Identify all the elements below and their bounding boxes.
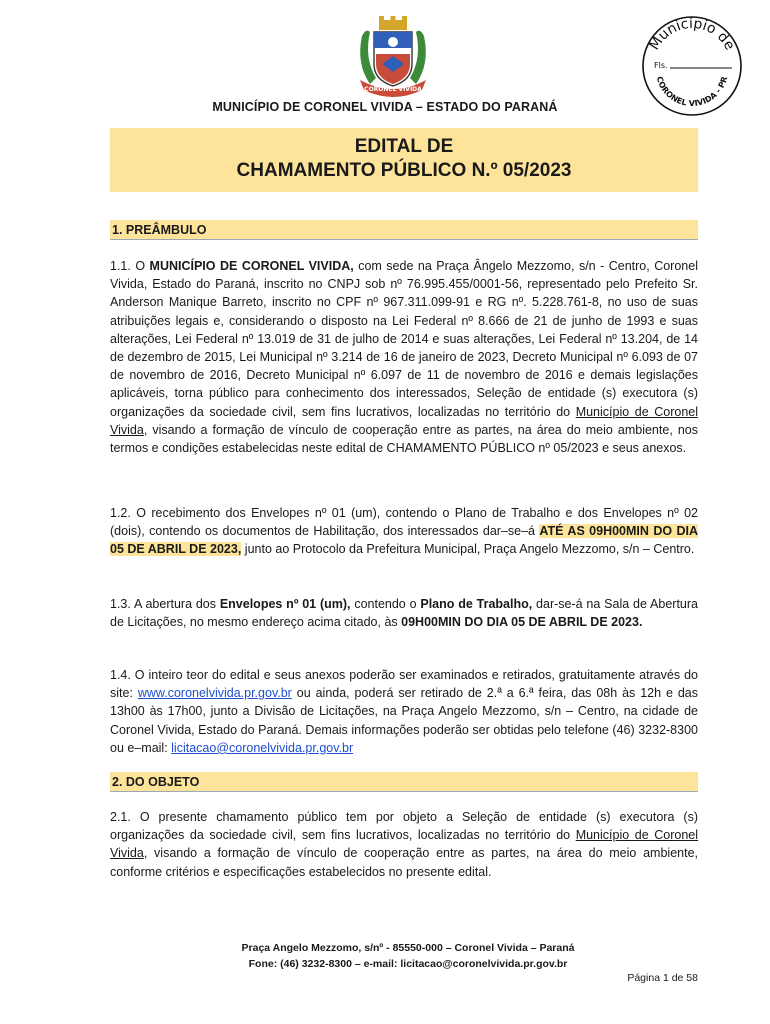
stamp-bottom-text: CORONEL VIVIDA - PR	[654, 75, 730, 109]
paragraph-1-3: 1.3. A abertura dos Envelopes nº 01 (um), contendo o Plano de Trabalho, dar-se-á na Sala de Abertura de Licitações, no mesmo endereço acima citado, às 09H00MIN DO DIA 05 DE ABRIL DE 2023.	[110, 597, 698, 630]
stamp-fls-label: Fls.	[654, 61, 668, 70]
website-link[interactable]: www.coronelvivida.pr.gov.br	[137, 686, 292, 701]
document-title	[110, 128, 698, 192]
footer-contact: Fone: (46) 3232-8300 – e-mail: licitacao@coronelvivida.pr.gov.br	[248, 958, 568, 970]
municipality-header: MUNICÍPIO DE CORONEL VIVIDA – ESTADO DO PARANÁ	[212, 100, 558, 114]
footer-address: Praça Angelo Mezzomo, s/nº - 85550-000 – Coronel Vivida – Paraná	[241, 942, 575, 954]
svg-text:Município de	[646, 16, 737, 53]
paragraph-1-4: 1.4. O inteiro teor do edital e seus anexos poderão ser examinados e retirados, gratuitamente através do site: www.coronelvivida.pr.gov.br ou ainda, poderá ser retirado de 2.ª a 6.ª feira, das 08h às 12h e das 13h00 às 17h00, junto a Divisão de Licitações, na Praça Angelo Mezzomo, s/n – Centro, na cidade de Coronel Vivida, Estado do Paraná. Demais informações poderão ser obtidas pelo telefone (46) 3232-8300 ou e–mail: licitacao@coronelvivida.pr.gov.br	[110, 668, 698, 755]
section-heading-preambulo: 1. PREÂMBULO	[110, 220, 698, 240]
coat-of-arms-icon	[352, 14, 434, 100]
page-footer	[0, 940, 770, 972]
paragraph-2-1: 2.1. O presente chamamento público tem por objeto a Seleção de entidade (s) executora (s) organizações da sociedade civil, sem fins lucrativos, localizadas no território do Município de Coronel Vivida, visando a formação de vínculo de cooperação entre as partes, na área do meio ambiente, conforme critérios e especificações estabelecidos no presente edital.	[110, 810, 699, 879]
stamp-top-text: Município de	[646, 15, 738, 54]
email-link[interactable]: licitacao@coronelvivida.pr.gov.br	[171, 740, 354, 755]
paragraph-1-2: 1.2. O recebimento dos Envelopes nº 01 (um), contendo o Plano de Trabalho e dos Envelopes nº 02 (dois), contendo os documentos de Habilitação, dos interessados dar–se–á ATÉ AS 09H00MIN DO DIA 05 DE ABRIL DE 2023, junto ao Protocolo da Prefeitura Municipal, Praça Angelo Mezzomo, s/n – Centro.	[110, 506, 698, 557]
title-line-2: CHAMAMENTO PÚBLICO N.º 05/2023	[236, 160, 572, 181]
crest-ribbon-text: CORONEL VIVIDA	[364, 86, 422, 93]
page-number: Página 1 de 58	[627, 972, 698, 984]
title-line-1: EDITAL DE	[354, 136, 454, 157]
paragraph-1-1: 1.1. O MUNICÍPIO DE CORONEL VIVIDA, com sede na Praça Ângelo Mezzomo, s/n - Centro, Coronel Vivida, Estado do Paraná, inscrito no CNPJ sob nº 76.995.455/0001-56, representado pelo Prefeito Sr. Anderson Manique Barreto, inscrito no CPF nº 967.311.099-91 e RG nº. 5.228.761-8, no uso de suas atribuições legais e, considerando o disposto na Lei Federal nº 8.666 de 21 de junho de 1993 e suas alterações, Lei Federal nº 13.019 de 31 de julho de 2014 e suas alterações, Lei Federal nº 13.204, de 14 de dezembro de 2015, Lei Municipal nº 3.214 de 16 de janeiro de 2023, Decreto Municipal nº 6.093 de 07 de novembro de 2016, Decreto Municipal nº 6.097 de 11 de novembro de 2016 e demais legislações aplicáveis, torna público para conhecimento dos interessados, Seleção de entidade (s) executora (s) organizações da sociedade civil, sem fins lucrativos, localizadas no território do Município de Coronel Vivida, visando a formação de vínculo de cooperação entre as partes, na área do meio ambiente, nos termos e condições estabelecidas neste edital de CHAMAMENTO PÚBLICO nº 05/2023 e seus anexos.	[110, 259, 699, 456]
section-heading-objeto: 2. DO OBJETO	[110, 772, 698, 792]
